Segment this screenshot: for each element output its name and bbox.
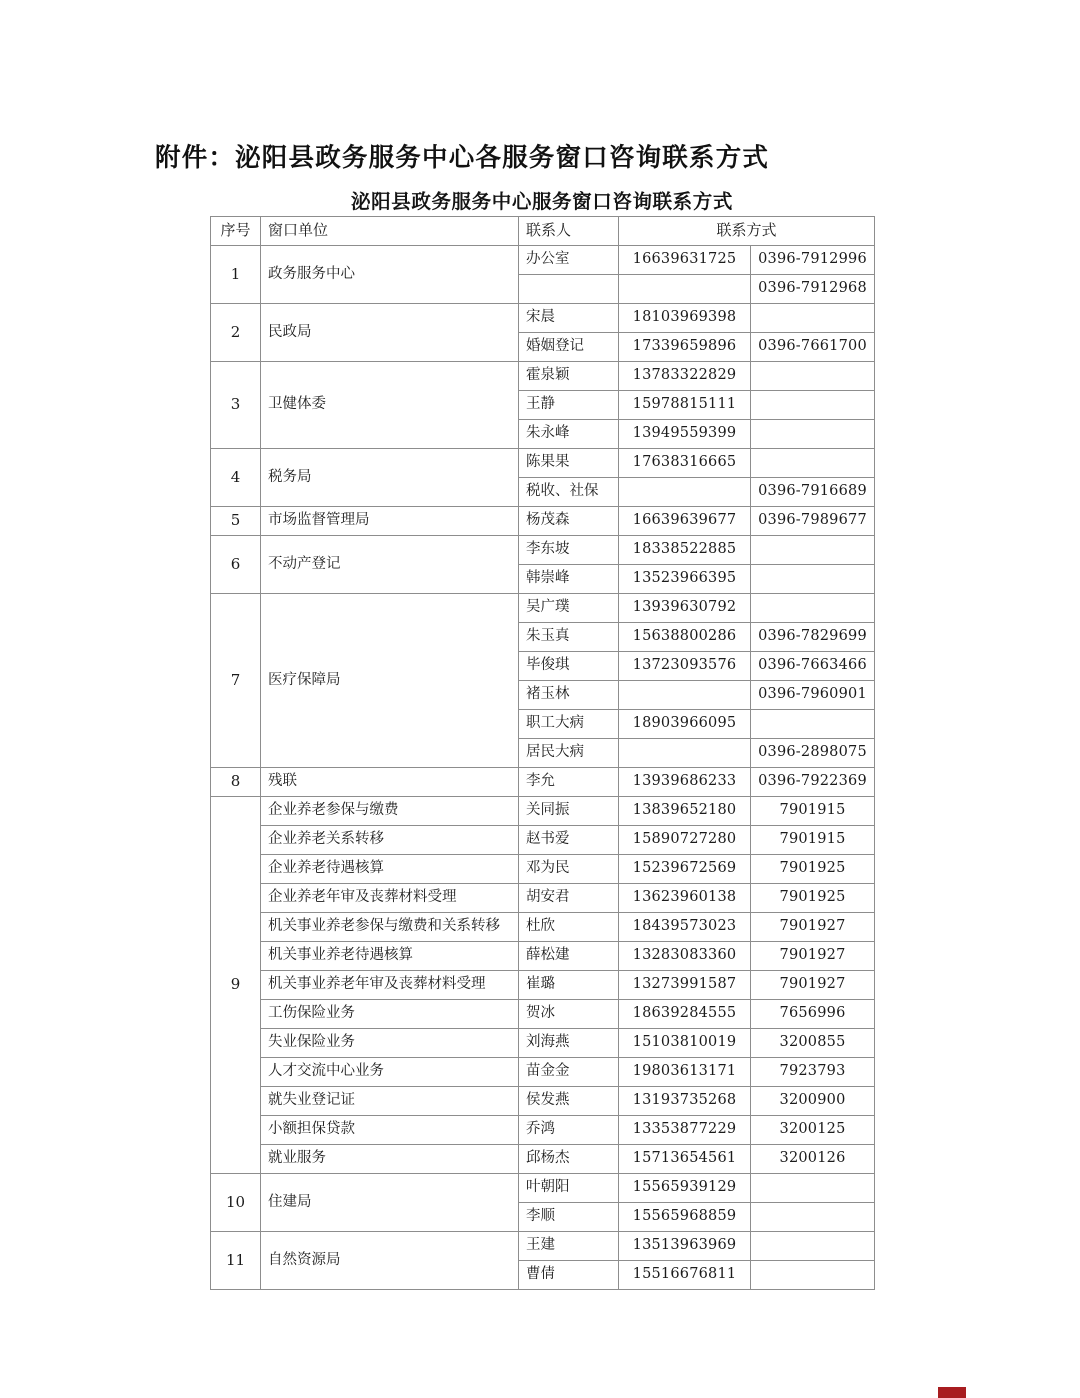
cell-landline-number: 3200126 <box>751 1145 875 1174</box>
footer-accent-block <box>938 1387 966 1398</box>
cell-window-unit: 机关事业养老待遇核算 <box>261 942 519 971</box>
cell-mobile-number: 13273991587 <box>619 971 751 1000</box>
table-row <box>211 942 875 971</box>
cell-contact-person: 侯发燕 <box>519 1087 619 1116</box>
cell-mobile-number: 17638316665 <box>619 449 751 478</box>
table-row <box>211 304 875 333</box>
cell-contact-person: 乔鸿 <box>519 1116 619 1145</box>
cell-window-unit: 就业服务 <box>261 1145 519 1174</box>
cell-landline-number <box>751 420 875 449</box>
cell-contact-person: 叶朝阳 <box>519 1174 619 1203</box>
cell-sequence-number: 4 <box>211 449 261 507</box>
cell-contact-person: 杜欣 <box>519 913 619 942</box>
cell-landline-number: 0396-7989677 <box>751 507 875 536</box>
cell-landline-number: 7923793 <box>751 1058 875 1087</box>
cell-landline-number: 0396-7663466 <box>751 652 875 681</box>
table-row <box>211 594 875 623</box>
cell-mobile-number: 13939686233 <box>619 768 751 797</box>
table-header <box>211 217 875 246</box>
cell-landline-number: 0396-7916689 <box>751 478 875 507</box>
cell-mobile-number: 15239672569 <box>619 855 751 884</box>
cell-landline-number <box>751 391 875 420</box>
cell-window-unit: 自然资源局 <box>261 1232 519 1290</box>
cell-contact-person: 王静 <box>519 391 619 420</box>
cell-window-unit: 机关事业养老年审及丧葬材料受理 <box>261 971 519 1000</box>
cell-mobile-number <box>619 478 751 507</box>
table-row <box>211 1145 875 1174</box>
table-row <box>211 507 875 536</box>
cell-landline-number: 3200855 <box>751 1029 875 1058</box>
cell-contact-person: 胡安君 <box>519 884 619 913</box>
cell-mobile-number: 13353877229 <box>619 1116 751 1145</box>
cell-landline-number <box>751 1261 875 1290</box>
cell-contact-person: 毕俊琪 <box>519 652 619 681</box>
cell-mobile-number: 13513963969 <box>619 1232 751 1261</box>
cell-contact-person: 职工大病 <box>519 710 619 739</box>
cell-mobile-number: 13623960138 <box>619 884 751 913</box>
cell-landline-number <box>751 362 875 391</box>
cell-window-unit: 住建局 <box>261 1174 519 1232</box>
cell-window-unit: 就失业登记证 <box>261 1087 519 1116</box>
table-row <box>211 884 875 913</box>
cell-contact-person: 苗金金 <box>519 1058 619 1087</box>
cell-sequence-number: 9 <box>211 797 261 1174</box>
cell-mobile-number: 15978815111 <box>619 391 751 420</box>
table-row <box>211 1174 875 1203</box>
table-row <box>211 768 875 797</box>
cell-landline-number <box>751 594 875 623</box>
table-row <box>211 362 875 391</box>
cell-mobile-number: 15516676811 <box>619 1261 751 1290</box>
cell-window-unit: 医疗保障局 <box>261 594 519 768</box>
cell-landline-number <box>751 1232 875 1261</box>
cell-mobile-number: 13523966395 <box>619 565 751 594</box>
cell-contact-person: 朱永峰 <box>519 420 619 449</box>
cell-landline-number: 7656996 <box>751 1000 875 1029</box>
cell-mobile-number: 13723093576 <box>619 652 751 681</box>
cell-sequence-number: 5 <box>211 507 261 536</box>
cell-landline-number: 0396-7922369 <box>751 768 875 797</box>
cell-contact-person: 李东坡 <box>519 536 619 565</box>
cell-contact-person: 崔璐 <box>519 971 619 1000</box>
table-body <box>211 246 875 1290</box>
table-row <box>211 971 875 1000</box>
cell-contact-person: 办公室 <box>519 246 619 275</box>
cell-sequence-number: 7 <box>211 594 261 768</box>
cell-mobile-number: 13939630792 <box>619 594 751 623</box>
cell-mobile-number <box>619 275 751 304</box>
cell-window-unit: 企业养老关系转移 <box>261 826 519 855</box>
cell-landline-number <box>751 1174 875 1203</box>
cell-contact-person: 霍泉颖 <box>519 362 619 391</box>
cell-contact-person: 曹倩 <box>519 1261 619 1290</box>
cell-sequence-number: 2 <box>211 304 261 362</box>
cell-window-unit: 卫健体委 <box>261 362 519 449</box>
cell-landline-number: 7901927 <box>751 971 875 1000</box>
cell-landline-number <box>751 536 875 565</box>
cell-landline-number: 7901927 <box>751 913 875 942</box>
cell-landline-number: 7901925 <box>751 855 875 884</box>
cell-contact-person: 李允 <box>519 768 619 797</box>
cell-sequence-number: 3 <box>211 362 261 449</box>
cell-contact-person: 褚玉林 <box>519 681 619 710</box>
cell-window-unit: 人才交流中心业务 <box>261 1058 519 1087</box>
cell-mobile-number: 18338522885 <box>619 536 751 565</box>
cell-contact-person <box>519 275 619 304</box>
cell-mobile-number: 17339659896 <box>619 333 751 362</box>
cell-window-unit: 失业保险业务 <box>261 1029 519 1058</box>
cell-contact-person: 婚姻登记 <box>519 333 619 362</box>
cell-landline-number: 3200900 <box>751 1087 875 1116</box>
cell-contact-person: 宋晨 <box>519 304 619 333</box>
table-row <box>211 826 875 855</box>
cell-mobile-number: 13839652180 <box>619 797 751 826</box>
cell-landline-number <box>751 304 875 333</box>
cell-window-unit: 企业养老参保与缴费 <box>261 797 519 826</box>
cell-landline-number: 0396-7912996 <box>751 246 875 275</box>
cell-mobile-number: 15890727280 <box>619 826 751 855</box>
cell-contact-person: 税收、社保 <box>519 478 619 507</box>
cell-mobile-number: 18903966095 <box>619 710 751 739</box>
cell-mobile-number: 15713654561 <box>619 1145 751 1174</box>
cell-window-unit: 小额担保贷款 <box>261 1116 519 1145</box>
cell-window-unit: 企业养老待遇核算 <box>261 855 519 884</box>
header-person: 联系人 <box>519 217 619 246</box>
cell-landline-number: 0396-7912968 <box>751 275 875 304</box>
cell-contact-person: 薛松建 <box>519 942 619 971</box>
cell-window-unit: 残联 <box>261 768 519 797</box>
cell-landline-number: 0396-7960901 <box>751 681 875 710</box>
cell-sequence-number: 1 <box>211 246 261 304</box>
cell-sequence-number: 11 <box>211 1232 261 1290</box>
cell-landline-number <box>751 565 875 594</box>
contact-table-wrapper <box>210 216 874 1290</box>
cell-landline-number: 7901925 <box>751 884 875 913</box>
table-row <box>211 536 875 565</box>
cell-contact-person: 李顺 <box>519 1203 619 1232</box>
cell-mobile-number <box>619 739 751 768</box>
contact-table <box>210 216 875 1290</box>
cell-landline-number: 0396-7829699 <box>751 623 875 652</box>
cell-sequence-number: 8 <box>211 768 261 797</box>
cell-mobile-number: 18639284555 <box>619 1000 751 1029</box>
cell-mobile-number: 15638800286 <box>619 623 751 652</box>
cell-mobile-number <box>619 681 751 710</box>
cell-landline-number: 0396-2898075 <box>751 739 875 768</box>
table-row <box>211 1087 875 1116</box>
cell-contact-person: 杨茂森 <box>519 507 619 536</box>
cell-landline-number: 0396-7661700 <box>751 333 875 362</box>
cell-landline-number <box>751 1203 875 1232</box>
attachment-title: 附件：泌阳县政务服务中心各服务窗口咨询联系方式 <box>155 143 770 173</box>
table-row <box>211 1000 875 1029</box>
table-row <box>211 913 875 942</box>
cell-landline-number <box>751 710 875 739</box>
table-row <box>211 1116 875 1145</box>
table-row <box>211 1232 875 1261</box>
cell-landline-number <box>751 449 875 478</box>
cell-contact-person: 韩崇峰 <box>519 565 619 594</box>
table-row <box>211 1058 875 1087</box>
cell-landline-number: 7901927 <box>751 942 875 971</box>
cell-window-unit: 企业养老年审及丧葬材料受理 <box>261 884 519 913</box>
cell-mobile-number: 16639639677 <box>619 507 751 536</box>
cell-window-unit: 工伤保险业务 <box>261 1000 519 1029</box>
header-unit: 窗口单位 <box>261 217 519 246</box>
cell-contact-person: 关同振 <box>519 797 619 826</box>
header-contact: 联系方式 <box>619 217 875 246</box>
cell-mobile-number: 16639631725 <box>619 246 751 275</box>
cell-contact-person: 王建 <box>519 1232 619 1261</box>
header-seq: 序号 <box>211 217 261 246</box>
header-row <box>211 217 875 246</box>
cell-contact-person: 刘海燕 <box>519 1029 619 1058</box>
cell-mobile-number: 13783322829 <box>619 362 751 391</box>
cell-mobile-number: 13283083360 <box>619 942 751 971</box>
cell-mobile-number: 13193735268 <box>619 1087 751 1116</box>
table-row <box>211 449 875 478</box>
cell-contact-person: 吴广璞 <box>519 594 619 623</box>
cell-landline-number: 3200125 <box>751 1116 875 1145</box>
cell-mobile-number: 15565939129 <box>619 1174 751 1203</box>
table-row <box>211 797 875 826</box>
cell-mobile-number: 15565968859 <box>619 1203 751 1232</box>
cell-mobile-number: 13949559399 <box>619 420 751 449</box>
cell-mobile-number: 18439573023 <box>619 913 751 942</box>
table-row <box>211 246 875 275</box>
cell-window-unit: 市场监督管理局 <box>261 507 519 536</box>
cell-contact-person: 赵书爱 <box>519 826 619 855</box>
cell-contact-person: 居民大病 <box>519 739 619 768</box>
cell-mobile-number: 19803613171 <box>619 1058 751 1087</box>
cell-mobile-number: 15103810019 <box>619 1029 751 1058</box>
cell-sequence-number: 6 <box>211 536 261 594</box>
cell-sequence-number: 10 <box>211 1174 261 1232</box>
footer-banner <box>938 1387 1080 1398</box>
cell-landline-number: 7901915 <box>751 826 875 855</box>
cell-window-unit: 民政局 <box>261 304 519 362</box>
cell-contact-person: 贺冰 <box>519 1000 619 1029</box>
cell-contact-person: 邓为民 <box>519 855 619 884</box>
cell-mobile-number: 18103969398 <box>619 304 751 333</box>
cell-window-unit: 机关事业养老参保与缴费和关系转移 <box>261 913 519 942</box>
cell-contact-person: 朱玉真 <box>519 623 619 652</box>
cell-contact-person: 陈果果 <box>519 449 619 478</box>
cell-window-unit: 政务服务中心 <box>261 246 519 304</box>
cell-window-unit: 税务局 <box>261 449 519 507</box>
cell-landline-number: 7901915 <box>751 797 875 826</box>
table-row <box>211 1029 875 1058</box>
cell-window-unit: 不动产登记 <box>261 536 519 594</box>
table-row <box>211 855 875 884</box>
cell-contact-person: 邱杨杰 <box>519 1145 619 1174</box>
table-title: 泌阳县政务服务中心服务窗口咨询联系方式 <box>351 190 733 213</box>
